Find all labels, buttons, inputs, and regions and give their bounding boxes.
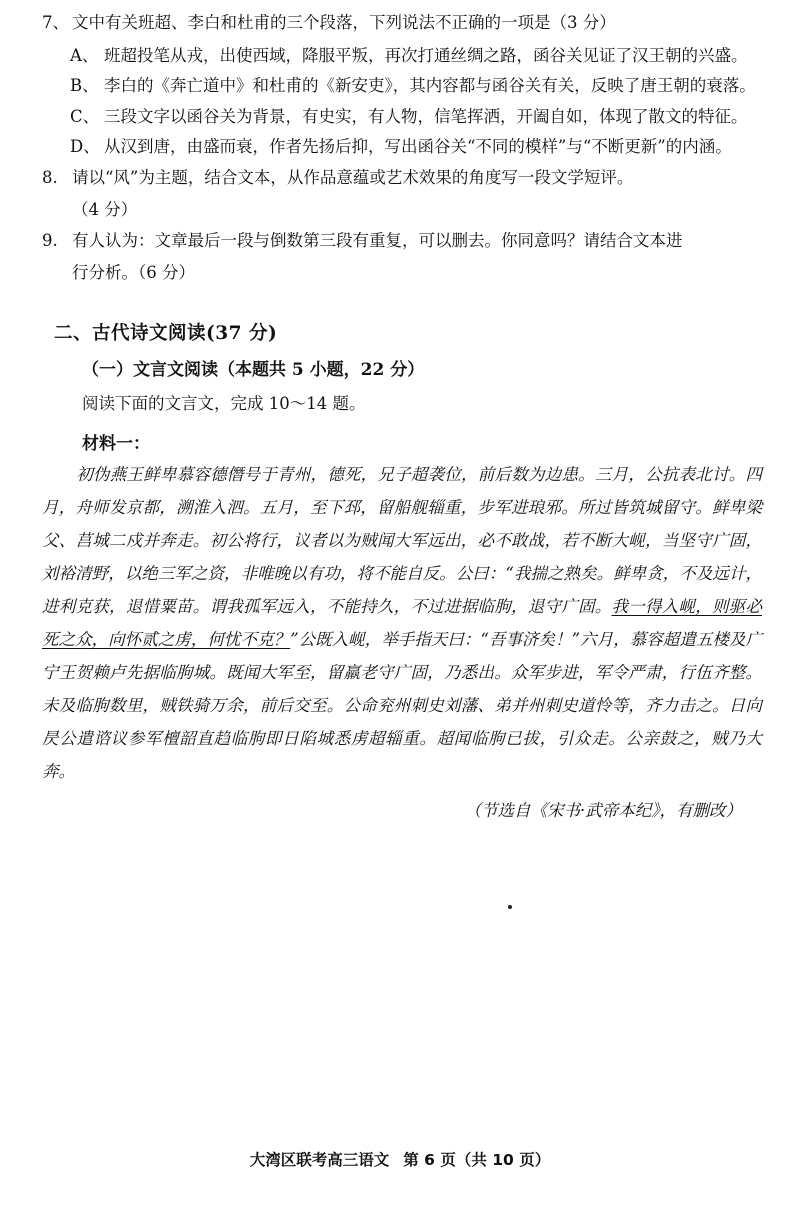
question-7-option-d — [70, 132, 762, 163]
question-7 — [42, 8, 762, 39]
material-label: 材料一： — [82, 433, 150, 454]
question-7-number: 7、 — [42, 13, 69, 32]
question-7-option-c — [70, 102, 762, 133]
question-9-text-cont: 行分析。（6 分） — [72, 263, 195, 283]
question-9-number: 9. — [42, 230, 58, 250]
question-7-text: 文中有关班超、李白和杜甫的三个段落，下列说法不正确的一项是（3 分） — [72, 13, 616, 32]
footer-page-number: 第 6 页（共 10 页） — [403, 1151, 551, 1169]
passage-source: （节选自《宋书·武帝本纪》，有删改） — [464, 800, 742, 820]
option-d-label: D、 — [70, 137, 100, 157]
option-a-label: A、 — [70, 45, 99, 65]
passage-underlined-part: 我一得入岘，则驱必死之众，向怀贰之虏，何忧不克？ — [42, 596, 762, 649]
question-8-number: 8. — [42, 167, 58, 187]
classical-passage — [42, 458, 762, 788]
option-b-label: B、 — [70, 76, 99, 96]
question-9 — [42, 226, 762, 257]
section-subtitle: （一）文言文阅读（本题共 5 小题，22 分） — [82, 359, 425, 380]
passage-part-3: ”公既入岘，举手指天曰：“吾事济矣！”六月，慕容超遣五楼及广宁王贺赖卢先据临朐城。既闻大军至，留羸老守广固，乃悉出。众军步进，军令严肃，行伍齐整。未及临朐数里，贼铁骑万余，前后交至。公命兖州刺史刘藩、弟并州刺史道怜等，齐力击之。日向昃公遣谘议参军檀韶直趋临朐即日陷城悉虏超辎重。超闻临朐已拔，引众走。公亲鼓之，贼乃大奔。 — [42, 629, 762, 781]
page-content — [42, 8, 762, 827]
question-8-text: 请以“风”为主题，结合文本，从作品意蕴或艺术效果的角度写一段文学短评。 — [72, 167, 634, 187]
option-a-text: 班超投笔从戎，出使西域，降服平叛，再次打通丝绸之路，函谷关见证了汉王朝的兴盛。 — [104, 45, 748, 65]
section-title: 二、古代诗文阅读(37 分) — [54, 322, 278, 344]
question-7-option-a — [70, 41, 762, 72]
ink-mark — [508, 905, 512, 909]
question-8-score: （4 分） — [72, 200, 138, 220]
option-c-text: 三段文字以函谷关为背景，有史实，有人物，信笔挥洒，开阖自如，体现了散文的特征。 — [104, 106, 748, 126]
question-8 — [42, 163, 762, 194]
question-9-text: 有人认为：文章最后一段与倒数第三段有重复，可以删去。你同意吗？请结合文本进 — [72, 230, 683, 250]
option-c-label: C、 — [70, 106, 100, 126]
option-b-text: 李白的《奔亡道中》和杜甫的《新安吏》，其内容都与函谷关有关，反映了唐王朝的衰落。 — [104, 76, 756, 96]
question-7-option-b — [70, 71, 762, 102]
passage-part-1: 初伪燕王鲜卑慕容德僭号于青州，德死，兄子超袭位，前后数为边患。三月，公抗表北讨。四月，舟师发京都，溯淮入泗。五月，至下邳，留船舰辎重，步军进琅邪。所过皆筑城留守。鲜卑梁父、莒城二戍并奔走。初公将行，议者以为贼闻大军远出，必不敢战，若不断大岘，当坚守广固，刘裕清野，以绝三军之资，非唯晚以有功，将不能自反。公曰：“我揣之熟矣。鲜卑贪，不及远计，进利克获，退惜粟苗。谓我孤军远入，不能持久，不过进据临朐，退守广固。 — [42, 464, 762, 616]
section-instruction: 阅读下面的文言文，完成 10～14 题。 — [82, 393, 366, 413]
footer-exam-name: 大湾区联考高三语文 — [249, 1151, 390, 1169]
page-footer — [0, 1148, 800, 1170]
option-d-text: 从汉到唐，由盛而衰，作者先扬后抑，写出函谷关“不同的模样”与“不断更新”的内涵。 — [104, 137, 732, 157]
